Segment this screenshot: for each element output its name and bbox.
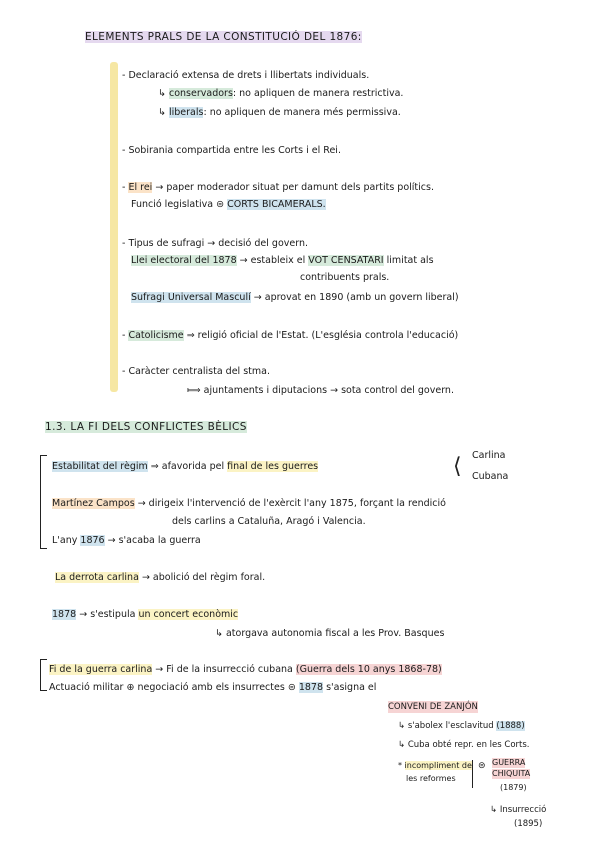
arrow-icon: ↳ <box>158 107 166 118</box>
actuacio-label: Actuació militar <box>49 682 124 693</box>
any-label: L'any <box>52 535 78 546</box>
concert-economic <box>52 609 238 621</box>
highlight-martinez-campos: Martínez Campos <box>52 498 135 509</box>
point-rei <box>122 182 434 194</box>
highlight-vot-censatari: VOT CENSATARI <box>308 255 384 266</box>
martinez-rest: → dirigeix l'intervenció de l'exèrcit l'any 1875, forçant la rendició <box>137 498 446 509</box>
equals-circle-icon: ⊜ <box>287 682 296 693</box>
conveni-zanjon: CONVENI DE ZANJÓN <box>388 702 478 712</box>
concert-mid: → s'estipula <box>79 609 136 620</box>
derrota-carlina <box>55 572 265 584</box>
equals-circle-icon: ⊜ <box>478 761 486 771</box>
bracket <box>40 659 47 691</box>
point-centralista: - Caràcter centralista del stma. <box>122 366 270 377</box>
highlight-fi-guerra-carlina: Fi de la guerra carlina <box>49 664 153 675</box>
highlight-1878b: 1878 <box>298 682 324 693</box>
section-heading: 1.3. LA FI DELS CONFLICTES BÈLICS <box>45 421 247 433</box>
highlight-liberals: liberals <box>169 107 204 118</box>
liberals-text: : no apliquen de manera més permissiva. <box>203 107 401 118</box>
branch-cubana: Cubana <box>472 471 509 482</box>
highlight-catolicisme: Catolicisme <box>128 330 184 341</box>
bracket <box>472 760 473 788</box>
guerra-chiquita-1: GUERRA <box>492 758 526 767</box>
martinez-campos <box>52 498 446 510</box>
conservadors-text: : no apliquen de manera restrictiva. <box>232 88 404 99</box>
sufragi-universal <box>131 292 459 304</box>
sub-conservadors <box>158 88 403 100</box>
catolicisme-rest: ⇒ religió oficial de l'Estat. (L'església controla l'educació) <box>186 330 459 341</box>
esclavitud-text: ↳ s'abolex l'esclavitud <box>398 721 494 731</box>
arrow-icon: ↳ <box>158 88 166 99</box>
point-sobirania: - Sobirania compartida entre les Corts i el Rei. <box>122 145 341 156</box>
highlight-llei-electoral: Llei electoral del 1878 <box>131 255 237 266</box>
highlight-estabilitat: Estabilitat del règim <box>52 461 148 472</box>
highlight-sufragi-universal: Sufragi Universal Masculí <box>131 292 251 303</box>
sufragi-rest: → aprovat en 1890 (amb un govern liberal) <box>253 292 459 303</box>
estabilitat <box>52 461 318 473</box>
highlight-1876: 1876 <box>80 535 105 546</box>
funcio-label: Funció legislativa <box>131 199 214 210</box>
highlight-1888: (1888) <box>496 721 525 731</box>
bracket <box>40 455 47 549</box>
les-reformes: les reformes <box>406 774 456 783</box>
negociacio: negociació amb els insurrectes <box>137 682 285 693</box>
dash: - <box>122 182 126 193</box>
equals-circle-icon: ⊜ <box>216 199 225 210</box>
highlight-concert: un concert econòmic <box>138 609 239 620</box>
incompliment <box>398 760 472 772</box>
guerra-chiquita-2: CHIQUITA <box>492 769 531 778</box>
plus-circle-icon: ⊕ <box>126 682 135 693</box>
actuacio-militar <box>49 682 376 694</box>
any-1876 <box>52 535 201 547</box>
derrota-rest: → abolició del règim foral. <box>141 572 266 583</box>
point-declaracio: - Declaració extensa de drets i llibertats individuals. <box>122 70 370 81</box>
highlight-final-guerres: final de les guerres <box>227 461 319 472</box>
esclavitud <box>398 720 525 732</box>
highlight-incompliment: incompliment de <box>404 761 472 770</box>
llei-mid: → estableix el <box>239 255 306 266</box>
dash: - <box>122 330 126 341</box>
highlight-guerra-10-anys: (Guerra dels 10 anys 1868-78) <box>295 664 442 675</box>
point-sufragi: - Tipus de sufragi → decisió del govern. <box>122 238 309 249</box>
rei-text: → paper moderador situat per damunt dels partits polítics. <box>155 182 434 193</box>
contribuents: contribuents prals. <box>300 272 390 283</box>
cuba-repr: ↳ Cuba obté repr. en les Corts. <box>398 740 530 750</box>
highlight-1878: 1878 <box>52 609 77 620</box>
carlins-rendicio: dels carlins a Cataluña, Aragó i Valencia. <box>172 516 366 527</box>
funcio-legislativa <box>131 199 326 211</box>
guerra-chiquita-year: (1879) <box>500 783 527 792</box>
insurreccio-year: (1895) <box>514 819 543 829</box>
fi-mid: → Fi de la insurrecció cubana <box>155 664 293 675</box>
any-rest: → s'acaba la guerra <box>107 535 201 546</box>
yellow-margin-bar <box>110 62 118 392</box>
highlight-conservadors: conservadors <box>169 88 233 99</box>
ajuntaments: ⟾ ajuntaments i diputacions → sota control del govern. <box>187 385 454 396</box>
star-icon: * <box>398 761 402 770</box>
estabilitat-mid: ⇒ afavorida pel <box>150 461 225 472</box>
fi-guerra <box>49 664 442 676</box>
sub-liberals <box>158 107 401 119</box>
highlight-el-rei: El rei <box>128 182 153 193</box>
highlight-corts-bicamerals: CORTS BICAMERALS. <box>227 199 326 210</box>
asigna: s'asigna el <box>326 682 377 693</box>
llei-rest: limitat als <box>386 255 434 266</box>
autonomia-fiscal: ↳ atorgava autonomia fiscal a les Prov. Basques <box>215 628 445 639</box>
point-catolicisme <box>122 330 458 342</box>
highlight-derrota: La derrota carlina <box>55 572 139 583</box>
insurreccio: ↳ Insurrecció <box>490 805 547 815</box>
branch-carlina: Carlina <box>472 450 506 461</box>
llei-electoral <box>131 255 434 267</box>
branch-icon: ⟨ <box>453 454 462 479</box>
page-title: ELEMENTS PRALS DE LA CONSTITUCIÓ DEL 1876: <box>85 31 362 43</box>
